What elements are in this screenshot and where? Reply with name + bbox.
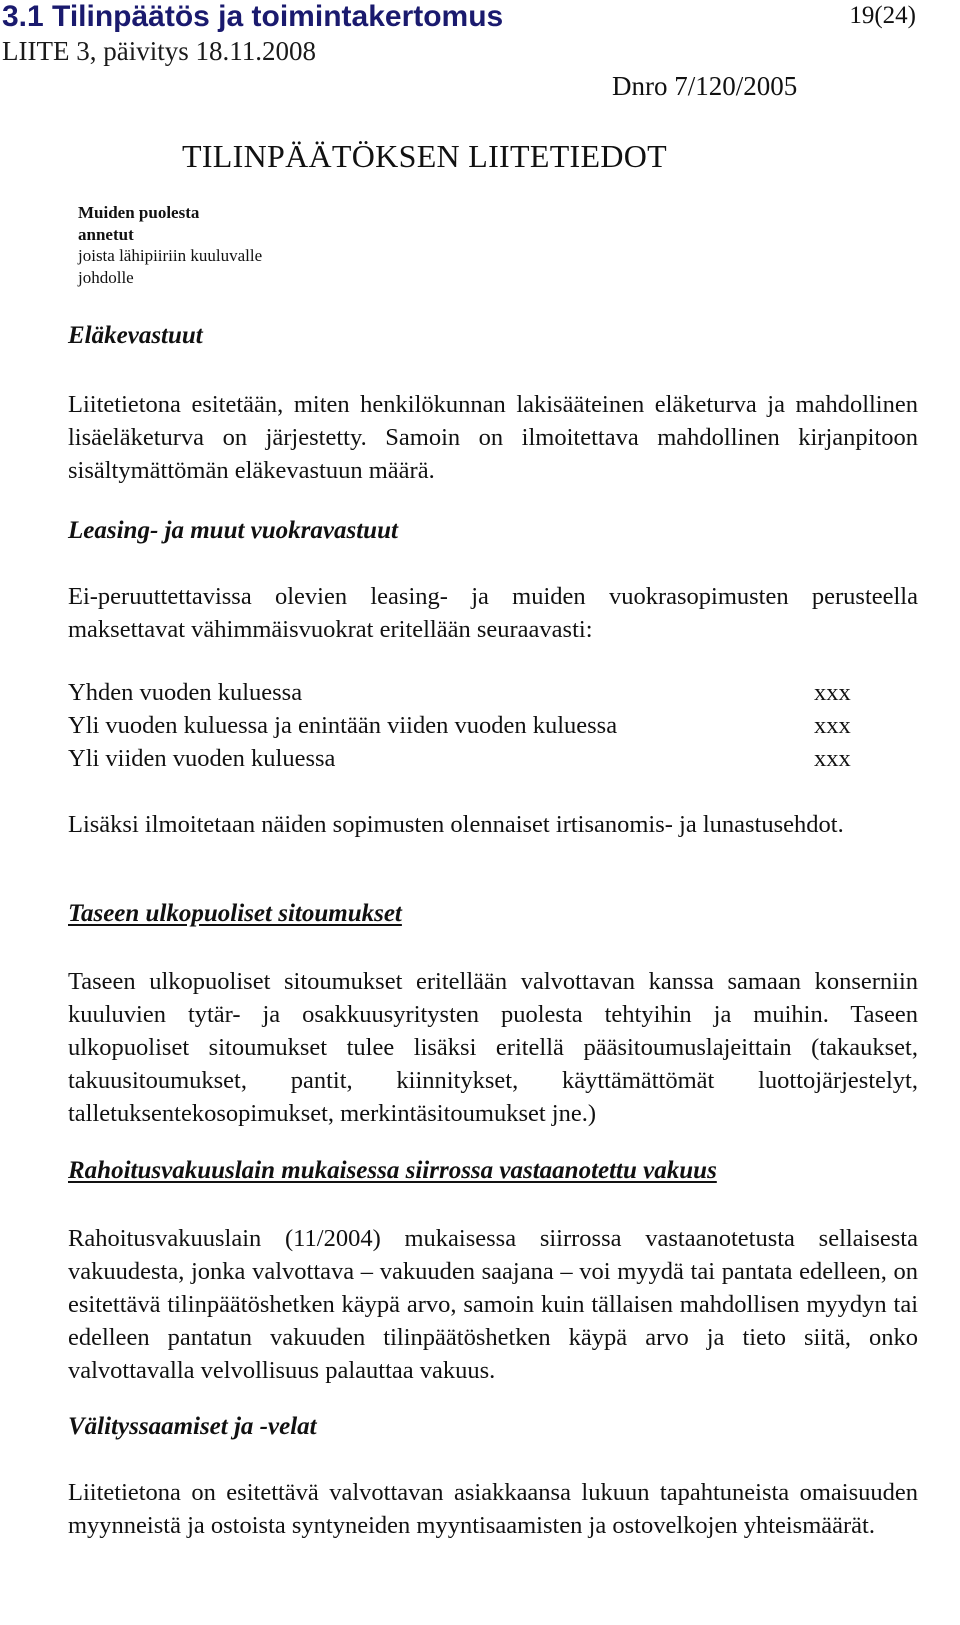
intro-line-3: joista lähipiiriin kuuluvalle [78,246,263,265]
paragraph-collateral: Rahoitusvakuuslain (11/2004) mukaisessa siirrossa vastaanotetusta sellaisesta vakuudesta, jonka valvottava – vakuuden saajana – voi myydä tai pantata edelleen, on esitettävä tilinpäätöshetken käypä arvo, samoin kuin tällaisen mahdollisen myydyn tai edelleen pantatun vakuuden tilinpäätöshetken käypä arvo ja tieto siitä, onko valvottavalla velvollisuus palauttaa vakuus. [68,1225,918,1384]
lease-row-label-1: Yhden vuoden kuluessa [68,679,303,706]
lease-row-label-2: Yli vuoden kuluessa ja enintään viiden vuoden kuluessa [68,712,618,739]
appendix-label: LIITE 3, päivitys 18.11.2008 [2,36,316,66]
heading-pension: Eläkevastuut [68,322,203,349]
intro-line-4: johdolle [78,268,134,287]
heading-brokerage: Välityssaamiset ja -velat [68,1413,317,1440]
intro-line-2: annetut [78,225,134,244]
paragraph-leasing: Ei-peruuttettavissa olevien leasing- ja muiden vuokrasopimusten perusteella maksettavat vähimmäisvuokrat eritellään seuraavasti: [68,583,918,643]
lease-row-label-3: Yli viiden vuoden kuluessa [68,745,336,772]
page-number: 19(24) [849,2,916,29]
intro-line-1: Muiden puolesta [78,203,200,222]
heading-leasing: Leasing- ja muut vuokravastuut [68,517,398,544]
paragraph-pension: Liitetietona esitetään, miten henkilökunnan lakisääteinen eläketurva ja mahdollinen lisäeläketurva on järjestetty. Samoin on ilmoitettava mahdollinen kirjanpitoon sisältymättömän eläkevastuun määrä. [68,391,918,484]
paragraph-offbalance: Taseen ulkopuoliset sitoumukset eritellään valvottavan kanssa samaan konserniin kuuluvien tytär- ja osakkuusyritysten puolesta tehtyihin ja muihin. Taseen ulkopuoliset sitoumukset tulee lisäksi eritellä pääsitoumuslajeittain (takaukset, takuusitoumukset, pantit, kiinnitykset, käyttämättömät luottojärjestelyt, talletuksentekosopimukset, merkintäsitoumukset jne.) [68,968,918,1127]
lease-row-value-2: xxx [814,712,851,739]
paragraph-leasing-note: Lisäksi ilmoitetaan näiden sopimusten olennaiset irtisanomis- ja lunastusehdot. [68,811,844,838]
heading-offbalance: Taseen ulkopuoliset sitoumukset [68,900,402,927]
lease-row-value-1: xxx [814,679,851,706]
document-number: Dnro 7/120/2005 [612,71,798,101]
heading-collateral: Rahoitusvakuuslain mukaisessa siirrossa vastaanotettu vakuus [68,1157,717,1184]
page-title: TILINPÄÄTÖKSEN LIITETIEDOT [182,138,668,174]
section-title: 3.1 Tilinpäätös ja toimintakertomus [2,0,504,33]
paragraph-brokerage: Liitetietona on esitettävä valvottavan asiakkaansa lukuun tapahtuneista omaisuuden myynneistä ja ostoista syntyneiden myyntisaamisten ja ostovelkojen yhteismäärät. [68,1479,918,1539]
lease-row-value-3: xxx [814,745,851,772]
